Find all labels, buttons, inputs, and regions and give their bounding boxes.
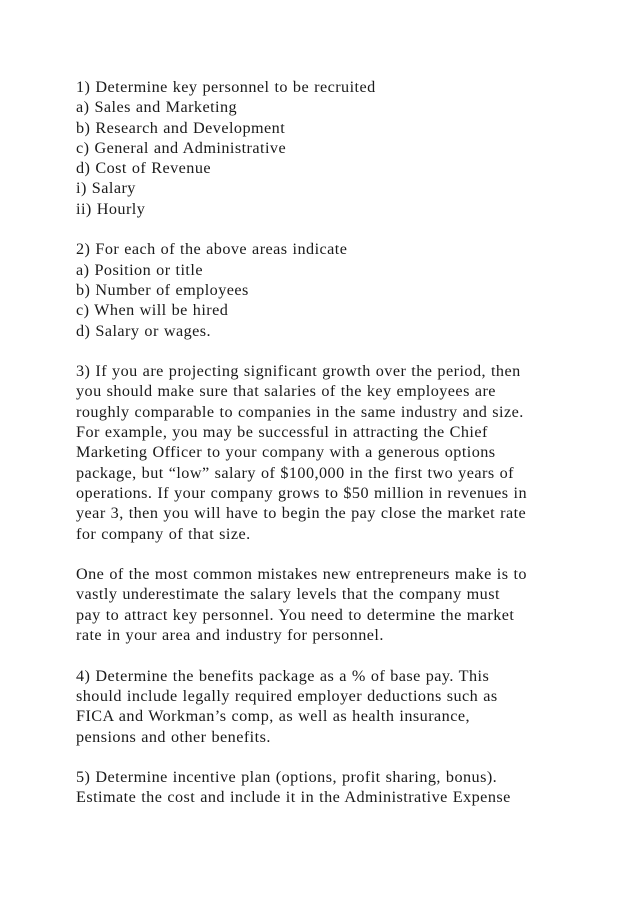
paragraph-line: package, but “low” salary of $100,000 in the first two years of	[76, 463, 514, 482]
personnel-list	[76, 77, 576, 219]
paragraph-line: 3) If you are projecting significant growth over the period, then	[76, 362, 521, 381]
document-page	[76, 77, 576, 828]
list-item: b) Research and Development	[76, 118, 286, 137]
list-item: d) Salary or wages.	[76, 321, 212, 340]
list-item: a) Sales and Marketing	[76, 98, 238, 117]
incentive-paragraph	[76, 767, 576, 808]
paragraph-line: should include legally required employer deductions such as	[76, 686, 498, 705]
paragraph-line: pay to attract key personnel. You need to determine the market	[76, 605, 515, 624]
paragraph-line: pensions and other benefits.	[76, 727, 271, 746]
paragraph-line: 4) Determine the benefits package as a % of base pay. This	[76, 666, 490, 685]
list-item: c) When will be hired	[76, 301, 229, 320]
paragraph-line: year 3, then you will have to begin the pay close the market rate	[76, 504, 527, 523]
paragraph-line: vastly underestimate the salary levels that the company must	[76, 585, 500, 604]
areas-list	[76, 239, 576, 340]
paragraph-line: roughly comparable to companies in the same industry and size.	[76, 402, 524, 421]
paragraph-line: rate in your area and industry for personnel.	[76, 626, 384, 645]
benefits-paragraph	[76, 666, 576, 747]
list-item: d) Cost of Revenue	[76, 159, 212, 178]
list-item: a) Position or title	[76, 260, 203, 279]
list-item: c) General and Administrative	[76, 138, 287, 157]
growth-paragraph	[76, 361, 576, 544]
list-heading: 2) For each of the above areas indicate	[76, 240, 348, 259]
mistakes-paragraph	[76, 564, 576, 645]
paragraph-line: operations. If your company grows to $50 million in revenues in	[76, 483, 527, 502]
paragraph-line: One of the most common mistakes new entrepreneurs make is to	[76, 565, 527, 584]
paragraph-line: For example, you may be successful in attracting the Chief	[76, 423, 488, 442]
paragraph-line: Estimate the cost and include it in the Administrative Expense	[76, 788, 511, 807]
list-heading: 1) Determine key personnel to be recruited	[76, 78, 376, 96]
paragraph-line: FICA and Workman’s comp, as well as health insurance,	[76, 707, 470, 726]
paragraph-line: for company of that size.	[76, 524, 251, 543]
list-item: ii) Hourly	[76, 199, 146, 218]
paragraph-line: Marketing Officer to your company with a generous options	[76, 443, 496, 462]
paragraph-line: you should make sure that salaries of the key employees are	[76, 382, 496, 401]
paragraph-line: 5) Determine incentive plan (options, profit sharing, bonus).	[76, 768, 498, 787]
list-item: b) Number of employees	[76, 280, 249, 299]
list-item: i) Salary	[76, 179, 136, 198]
